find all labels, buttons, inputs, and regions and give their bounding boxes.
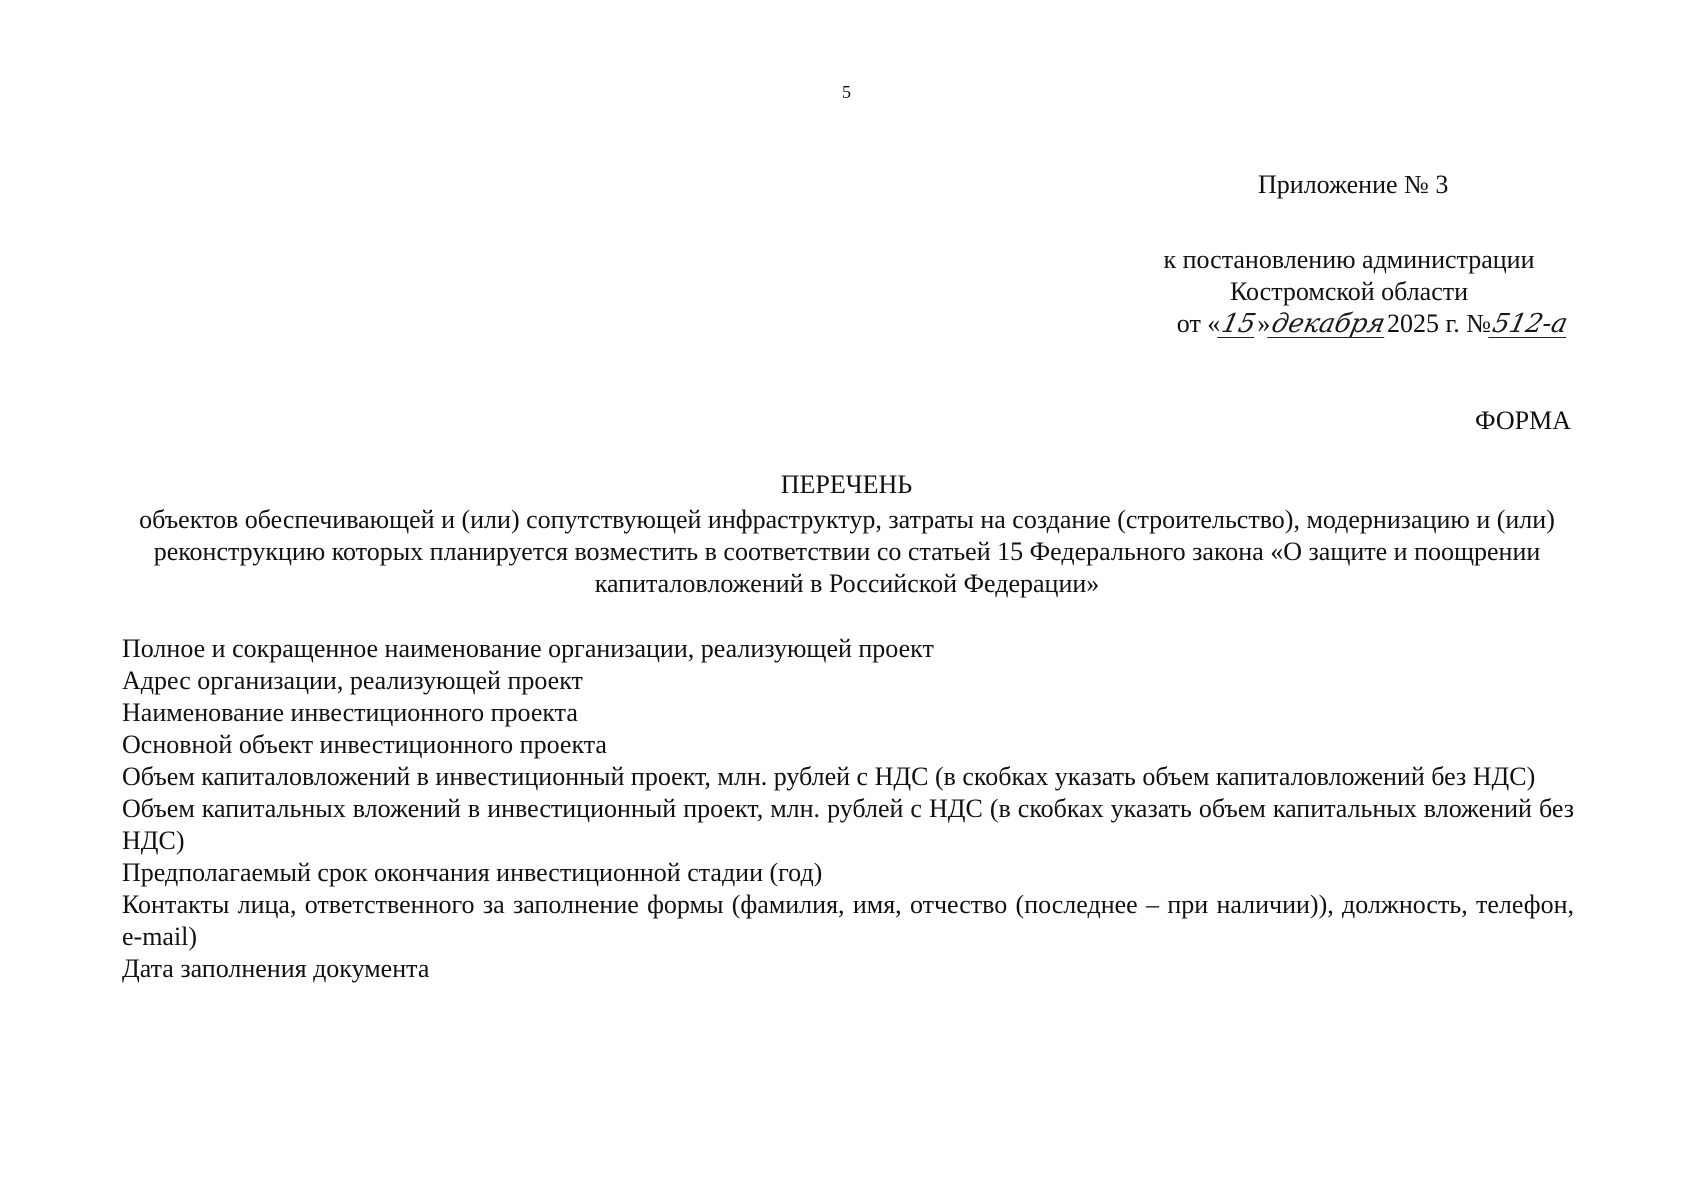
field-capital-investment-volume: Объем капиталовложений в инвестиционный проект, млн. рублей с НДС (в скобках указать объем капиталовложений без НДС) (122, 762, 1536, 791)
date-mid: » (1257, 309, 1271, 338)
handwritten-month: декабря (1269, 309, 1389, 339)
form-fields-list (122, 633, 1574, 985)
page-number: 5 (842, 82, 851, 102)
handwritten-day: 15 (1219, 309, 1259, 339)
field-contact-person: Контакты лица, ответственного за заполнение формы (фамилия, имя, отчество (последнее – при наличии)), должность, телефон, e-mail) (122, 890, 1574, 951)
field-project-name: Наименование инвестиционного проекта (122, 698, 578, 727)
field-organization-address: Адрес организации, реализующей проект (122, 666, 583, 695)
date-prefix: от « (1176, 309, 1221, 338)
list-title: ПЕРЕЧЕНЬ (780, 470, 913, 499)
field-organization-name: Полное и сокращенное наименование организации, реализующей проект (122, 634, 934, 663)
appendix-title: Приложение № 3 (1258, 170, 1449, 199)
form-label: ФОРМА (1475, 406, 1571, 435)
decree-date-line (1089, 308, 1609, 340)
decree-line-2: Костромской области (1229, 277, 1469, 306)
field-capital-expenditure-volume: Объем капитальных вложений в инвестиционный проект, млн. рублей с НДС (в скобках указать объем капитальных вложений без НДС) (122, 794, 1574, 855)
handwritten-number: 512-а (1489, 309, 1571, 339)
field-investment-stage-end: Предполагаемый срок окончания инвестиционной стадии (год) (122, 858, 823, 887)
list-subtitle: объектов обеспечивающей и (или) сопутствующей инфраструктур, затраты на создание (строительство), модернизацию и (или) реконструкцию которых планируется возместить в соответствии со статьей 15 Федерального закона «О защите и поощрении капиталовложений в Российской Федерации» (139, 505, 1555, 598)
field-fill-date: Дата заполнения документа (122, 954, 430, 983)
decree-reference (1089, 244, 1609, 340)
decree-line-1: к постановлению администрации (1163, 245, 1535, 274)
field-main-object: Основной объект инвестиционного проекта (122, 730, 607, 759)
date-year: 2025 г. № (1387, 309, 1492, 338)
